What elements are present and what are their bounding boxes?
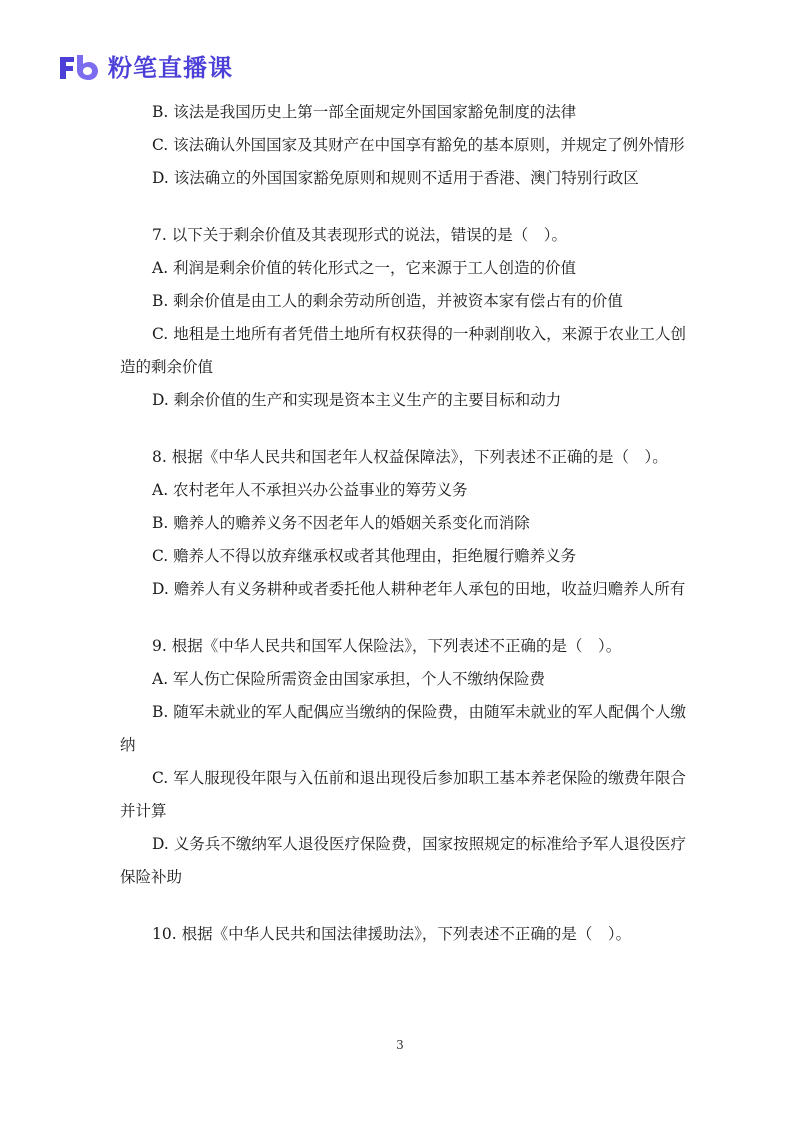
fenbi-logo-icon (58, 53, 100, 83)
question-9-option-a: A. 军人伤亡保险所需资金由国家承担，个人不缴纳保险费 (152, 670, 546, 688)
question-8-option-b: B. 赡养人的赡养义务不因老年人的婚姻关系变化而消除 (152, 514, 530, 532)
question-7-option-d: D. 剩余价值的生产和实现是资本主义生产的主要目标和动力 (152, 391, 562, 409)
question-7-option-c: C. 地租是土地所有者凭借土地所有权获得的一种剥削收入，来源于农业工人创造的剩余价值 (120, 325, 686, 376)
question-10-stem: 10. 根据《中华人民共和国法律援助法》，下列表述不正确的是（ ）。 (152, 925, 632, 943)
question-9 (120, 630, 686, 894)
page-number: 3 (396, 1038, 404, 1052)
question-7-option-a: A. 利润是剩余价值的转化形式之一，它来源于工人创造的价值 (152, 259, 577, 277)
question-6-option-b: B. 该法是我国历史上第一部全面规定外国国家豁免制度的法律 (152, 103, 577, 121)
question-8-option-d: D. 赡养人有义务耕种或者委托他人耕种老年人承包的田地，收益归赡养人所有 (152, 580, 686, 598)
question-6-continued (120, 96, 686, 195)
question-8-option-a: A. 农村老年人不承担兴办公益事业的筹劳义务 (152, 481, 468, 499)
document-body (120, 96, 686, 975)
question-9-stem: 9. 根据《中华人民共和国军人保险法》，下列表述不正确的是（ ）。 (152, 637, 622, 655)
question-7-stem: 7. 以下关于剩余价值及其表现形式的说法，错误的是（ ）。 (152, 226, 567, 244)
question-8 (120, 441, 686, 606)
question-10 (120, 918, 686, 951)
question-8-stem: 8. 根据《中华人民共和国老年人权益保障法》，下列表述不正确的是（ ）。 (152, 448, 668, 466)
logo-text: 粉笔直播课 (108, 54, 233, 82)
brand-logo (58, 52, 233, 84)
question-6-option-d: D. 该法确立的外国国家豁免原则和规则不适用于香港、澳门特别行政区 (152, 169, 639, 187)
question-7 (120, 219, 686, 417)
question-7-option-b: B. 剩余价值是由工人的剩余劳动所创造，并被资本家有偿占有的价值 (152, 292, 623, 310)
question-9-option-b: B. 随军未就业的军人配偶应当缴纳的保险费，由随军未就业的军人配偶个人缴纳 (120, 703, 686, 754)
question-9-option-c: C. 军人服现役年限与入伍前和退出现役后参加职工基本养老保险的缴费年限合并计算 (120, 769, 686, 820)
question-8-option-c: C. 赡养人不得以放弃继承权或者其他理由，拒绝履行赡养义务 (152, 547, 577, 565)
question-6-option-c: C. 该法确认外国国家及其财产在中国享有豁免的基本原则，并规定了例外情形 (152, 136, 685, 154)
question-9-option-d: D. 义务兵不缴纳军人退役医疗保险费，国家按照规定的标准给予军人退役医疗保险补助 (120, 835, 686, 886)
